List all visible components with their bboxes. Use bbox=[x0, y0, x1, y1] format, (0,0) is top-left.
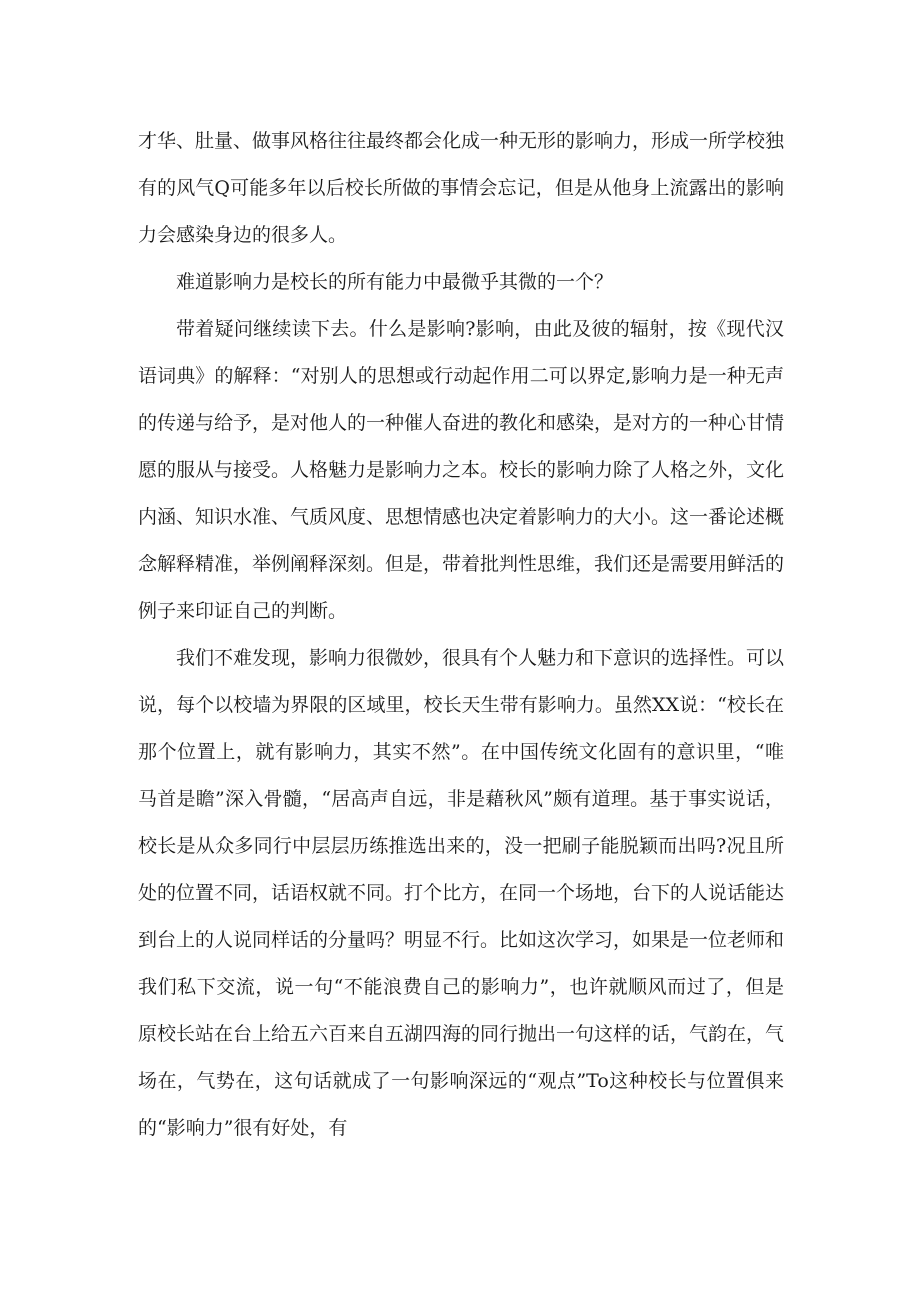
paragraph-continuation: 才华、肚量、做事风格往往最终都会化成一种无形的影响力，形成一所学校独有的风气Q可能多年以后校长所做的事情会忘记，但是从他身上流露出的影响力会感染身边的很多人。 bbox=[138, 130, 785, 246]
paragraph-definition: 带着疑问继续读下去。什么是影响?影响，由此及彼的辐射，按《现代汉语词典》的解释：“对别人的思想或行动起作用二可以界定,影响力是一种无声的传递与给予，是对他人的一种催人奋进的教化和感染，是对方的一种心甘情愿的服从与接受。人格魅力是影响力之本。校长的影响力除了人格之外，文化内涵、知识水准、气质风度、思想情感也决定着影响力的大小。这一番论述概念解释精准，举例阐释深刻。但是，带着批判性思维，我们还是需要用鲜活的例子来印证自己的判断。 bbox=[138, 318, 785, 622]
paragraph-discussion: 我们不难发现，影响力很微妙，很具有个人魅力和下意识的选择性。可以说，每个以校墙为界限的区域里，校长天生带有影响力。虽然XX说：“校长在那个位置上，就有影响力，其实不然”。在中国传统文化固有的意识里，“唯马首是瞻”深入骨髓，“居高声自远，非是藉秋风”颇有道理。基于事实说话，校长是从众多同行中层层历练推选出来的，没一把刷子能脱颖而出吗?况且所处的位置不同，话语权就不同。打个比方，在同一个场地，台下的人说话能达到台上的人说同样话的分量吗？明显不行。比如这次学习，如果是一位老师和我们私下交流，说一句“不能浪费自己的影响力”，也许就顺风而过了，但是原校长站在台上给五六百来自五湖四海的同行抛出一句这样的话，气韵在，气场在，气势在，这句话就成了一句影响深远的“观点”To这种校长与位置俱来的“影响力”很有好处，有 bbox=[138, 647, 785, 1139]
document-page bbox=[138, 118, 784, 1152]
paragraph-question: 难道影响力是校长的所有能力中最微乎其微的一个？ bbox=[176, 271, 614, 293]
